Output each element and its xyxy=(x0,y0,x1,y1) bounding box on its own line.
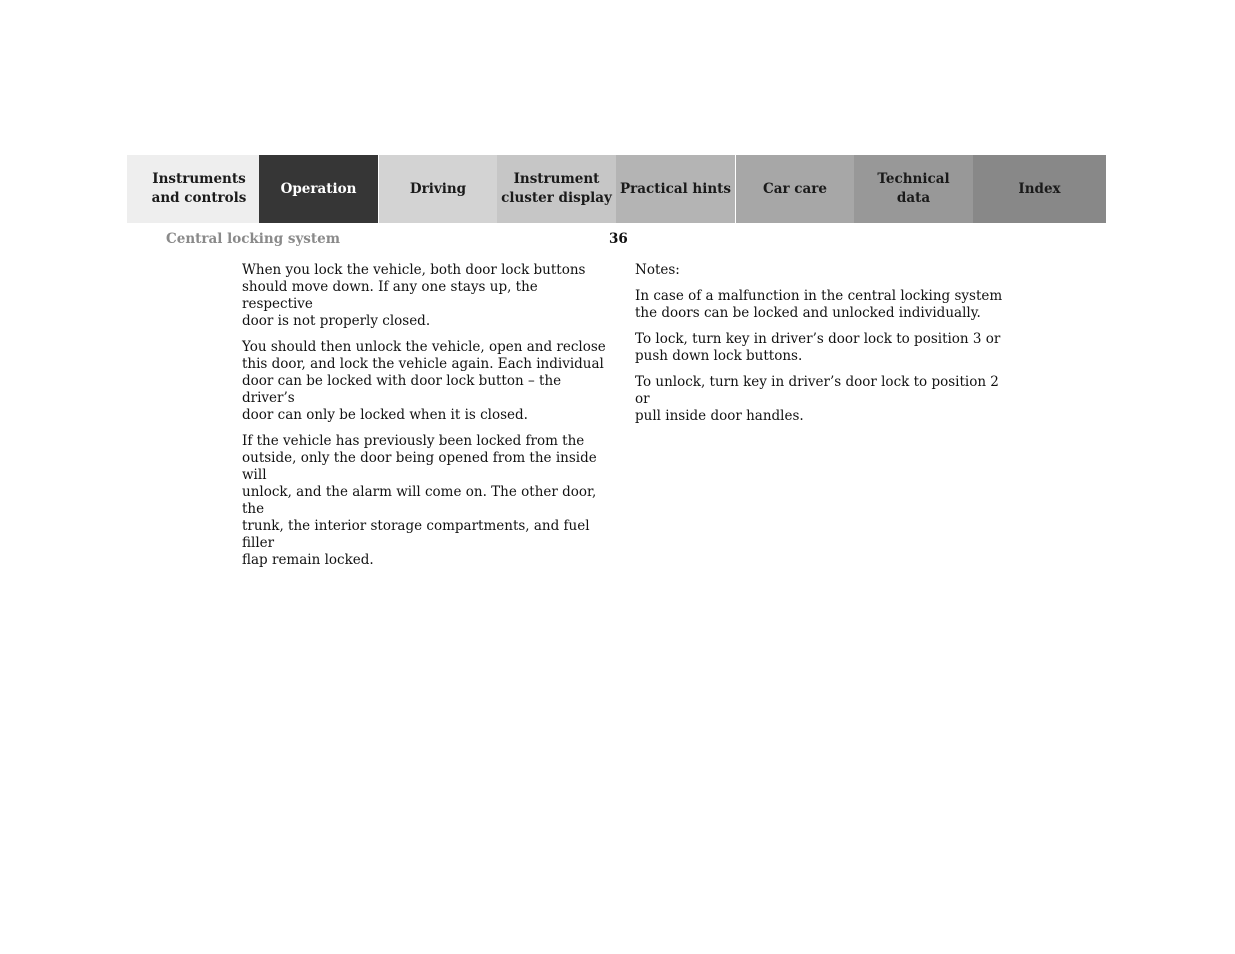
note-paragraph: In case of a malfunction in the central locking system the doors can be locked and unlocked individually. xyxy=(635,288,1003,321)
tab-label: Car care xyxy=(763,180,827,197)
tab-label: Technical data xyxy=(877,171,950,206)
left-column xyxy=(242,262,610,578)
tab-label: Driving xyxy=(409,180,467,197)
tab-driving[interactable] xyxy=(378,155,497,223)
tab-label: Operation xyxy=(280,180,357,197)
notes-heading: Notes: xyxy=(635,262,680,278)
tab-label: Index xyxy=(1018,180,1061,197)
chapter-nav xyxy=(127,155,1108,223)
tab-label: Instruments and controls xyxy=(151,171,247,206)
tab-practical-hints[interactable] xyxy=(616,155,735,223)
tab-index[interactable] xyxy=(973,155,1106,223)
paragraph: You should then unlock the vehicle, open and reclose this door, and lock the vehicle again. Each individual door can be locked with door lock button – the driver’s door can only be locked when it is closed. xyxy=(242,339,606,423)
tab-operation[interactable] xyxy=(259,155,378,223)
tab-instrument-cluster-display[interactable] xyxy=(497,155,616,223)
note-paragraph: To unlock, turn key in driver’s door lock to position 2 or pull inside door handles. xyxy=(635,374,999,424)
paragraph: When you lock the vehicle, both door lock buttons should move down. If any one stays up, the respective door is not properly closed. xyxy=(242,262,586,329)
page-number: 36 xyxy=(609,231,628,247)
tab-car-care[interactable] xyxy=(735,155,854,223)
tab-technical-data[interactable] xyxy=(854,155,973,223)
tab-instruments-and-controls[interactable] xyxy=(127,155,259,223)
tab-label: Practical hints xyxy=(620,180,731,197)
section-title: Central locking system xyxy=(166,231,341,247)
tab-label: Instrument cluster display xyxy=(501,171,612,206)
note-paragraph: To lock, turn key in driver’s door lock to position 3 or push down lock buttons. xyxy=(635,331,1001,364)
right-column-notes xyxy=(635,262,1007,434)
paragraph: If the vehicle has previously been locked from the outside, only the door being opened from the inside will unlock, and the alarm will come on. The other door, the trunk, the interior storage compartments, and fuel filler flap remain locked. xyxy=(242,433,597,568)
